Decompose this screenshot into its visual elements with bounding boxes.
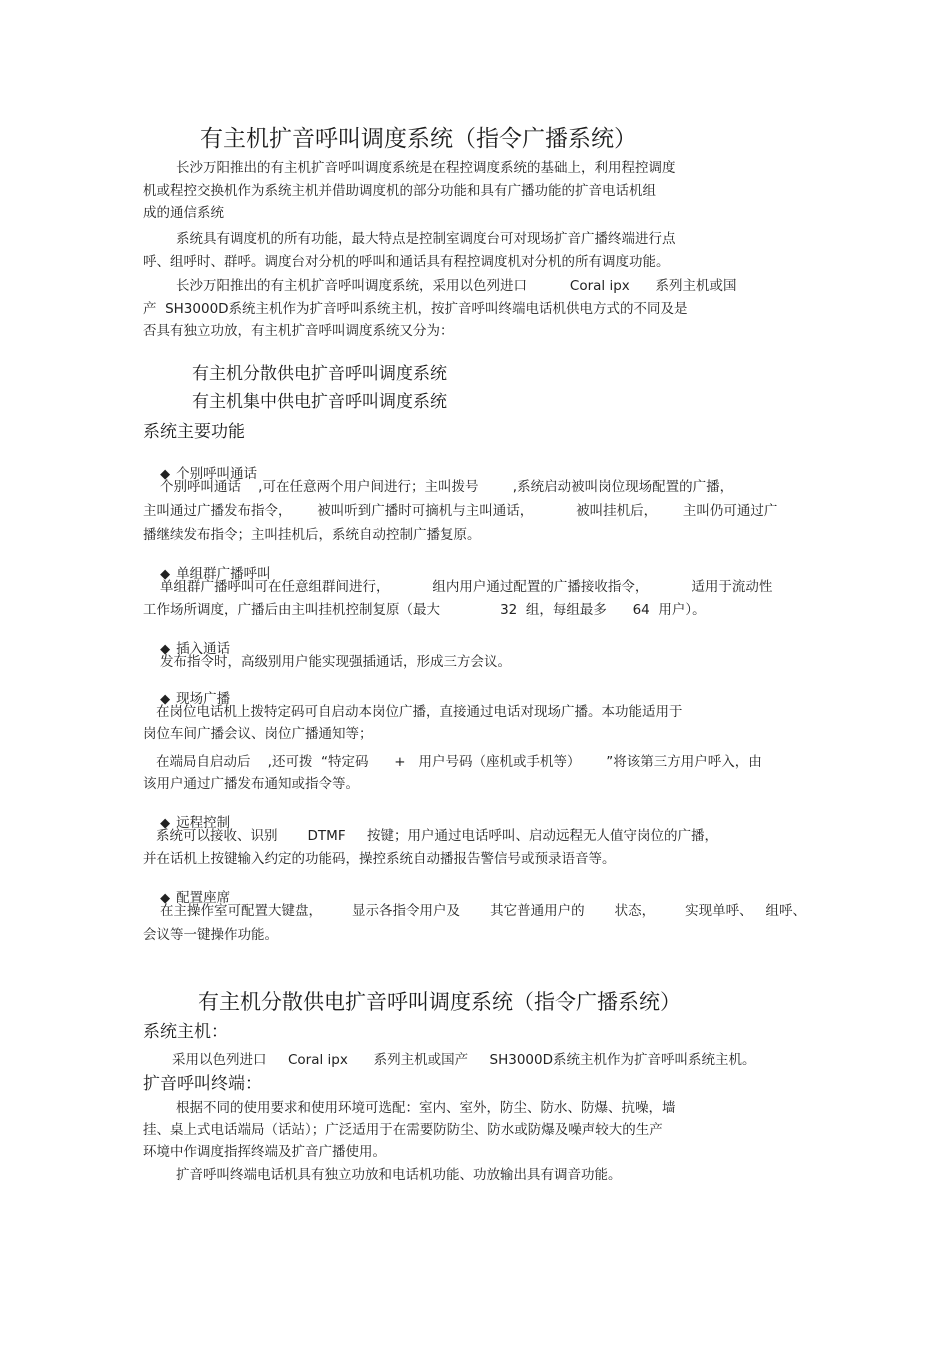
function-title: 插入通话	[176, 640, 231, 657]
function-title: 现场广播	[176, 690, 231, 707]
f1-line-1: 个别呼叫通话 ,可在任意两个用户间进行；主叫拨号 ,系统启动被叫岗位现场配置的广播，	[160, 479, 734, 495]
f6-line-2: 会议等一键操作功能。	[143, 927, 278, 943]
f1-line-2: 主叫通过广播发布指令， 被叫听到广播时可摘机与主叫通话， 被叫挂机后， 主叫仍可通过广	[143, 503, 778, 519]
type-item-2: 有主机集中供电扩音呼叫调度系统	[192, 392, 447, 412]
diamond-bullet-icon: ◆	[160, 641, 171, 657]
type-item-1: 有主机分散供电扩音呼叫调度系统	[192, 364, 447, 384]
f5-line-2: 并在话机上按键输入约定的功能码，操控系统自动播报告警信号或预录语音等。	[143, 851, 616, 867]
function-title: 配置座席	[176, 889, 231, 906]
para2-line-2: 呼、组呼时、群呼。调度台对分机的呼叫和通话具有程控调度机对分机的所有调度功能。	[143, 254, 670, 270]
host-heading: 系统主机：	[143, 1022, 228, 1042]
document-title: 有主机扩音呼叫调度系统（指令广播系统）	[200, 126, 637, 152]
function-title: 个别呼叫通话	[176, 465, 258, 482]
terminal-line-3: 环境中作调度指挥终端及扩音广播使用。	[143, 1144, 386, 1160]
para3-line-1: 长沙万阳推出的有主机扩音呼叫调度系统，采用以色列进口 Coral ipx 系列主机或国	[176, 278, 737, 294]
host-text: 采用以色列进口 Coral ipx 系列主机或国产 SH3000D系统主机作为扩音呼叫系统主机。	[172, 1052, 756, 1068]
function-title: 远程控制	[176, 814, 231, 831]
f1-line-3: 播继续发布指令；主叫挂机后，系统自动控制广播复原。	[143, 527, 481, 543]
function-title: 单组群广播呼叫	[176, 565, 271, 582]
f3-line-1: 发布指令时，高级别用户能实现强插通话，形成三方会议。	[160, 654, 511, 670]
para3-line-3: 否具有独立功放，有主机扩音呼叫调度系统又分为：	[143, 323, 454, 339]
f4-line-3: 在端局自启动后 ,还可拨 “特定码 + 用户号码（座机或手机等） ”将该第三方用户呼入，由	[156, 754, 762, 770]
intro-line-3: 成的通信系统	[143, 205, 224, 221]
f5-line-1: 系统可以接收、识别 DTMF 按键；用户通过电话呼叫、启动远程无人值守岗位的广播，	[156, 828, 719, 844]
f6-line-1: 在主操作室可配置大键盘， 显示各指令用户及 其它普通用户的 状态， 实现单呼、 组呼、	[160, 903, 807, 919]
diamond-bullet-icon: ◆	[160, 815, 171, 831]
f2-line-1: 单组群广播呼叫可在任意组群间进行， 组内用户通过配置的广播接收指令， 适用于流动性	[160, 579, 773, 595]
f2-line-2: 工作场所调度，广播后由主叫挂机控制复原（最大 32 组，每组最多 64 用户）。	[143, 602, 706, 618]
f4-line-4: 该用户通过广播发布通知或指令等。	[143, 776, 359, 792]
f4-line-2: 岗位车间广播会议、岗位广播通知等；	[143, 726, 373, 742]
terminal-line-2: 挂、桌上式电话端局（话站）；广泛适用于在需要防防尘、防水或防爆及噪声较大的生产	[143, 1122, 663, 1138]
intro-line-2: 机或程控交换机作为系统主机并借助调度机的部分功能和具有广播功能的扩音电话机组	[143, 183, 656, 199]
diamond-bullet-icon: ◆	[160, 890, 171, 906]
intro-line-1: 长沙万阳推出的有主机扩音呼叫调度系统是在程控调度系统的基础上，利用程控调度	[176, 160, 676, 176]
para3-line-2: 产 SH3000D系统主机作为扩音呼叫系统主机，按扩音呼叫终端电话机供电方式的不同及是	[143, 301, 688, 317]
diamond-bullet-icon: ◆	[160, 566, 171, 582]
diamond-bullet-icon: ◆	[160, 691, 171, 707]
terminal-line-1: 根据不同的使用要求和使用环境可选配：室内、室外，防尘、防水、防爆、抗噪，墙	[176, 1100, 676, 1116]
terminal-extra: 扩音呼叫终端电话机具有独立功放和电话机功能、功放输出具有调音功能。	[176, 1167, 622, 1183]
functions-heading: 系统主要功能	[143, 422, 245, 442]
section2-title: 有主机分散供电扩音呼叫调度系统（指令广播系统）	[198, 990, 681, 1014]
diamond-bullet-icon: ◆	[160, 466, 171, 482]
para2-line-1: 系统具有调度机的所有功能，最大特点是控制室调度台可对现场扩音广播终端进行点	[176, 231, 676, 247]
f4-line-1: 在岗位电话机上拨特定码可自启动本岗位广播，直接通过电话对现场广播。本功能适用于	[156, 704, 683, 720]
terminal-heading: 扩音呼叫终端：	[143, 1074, 262, 1094]
